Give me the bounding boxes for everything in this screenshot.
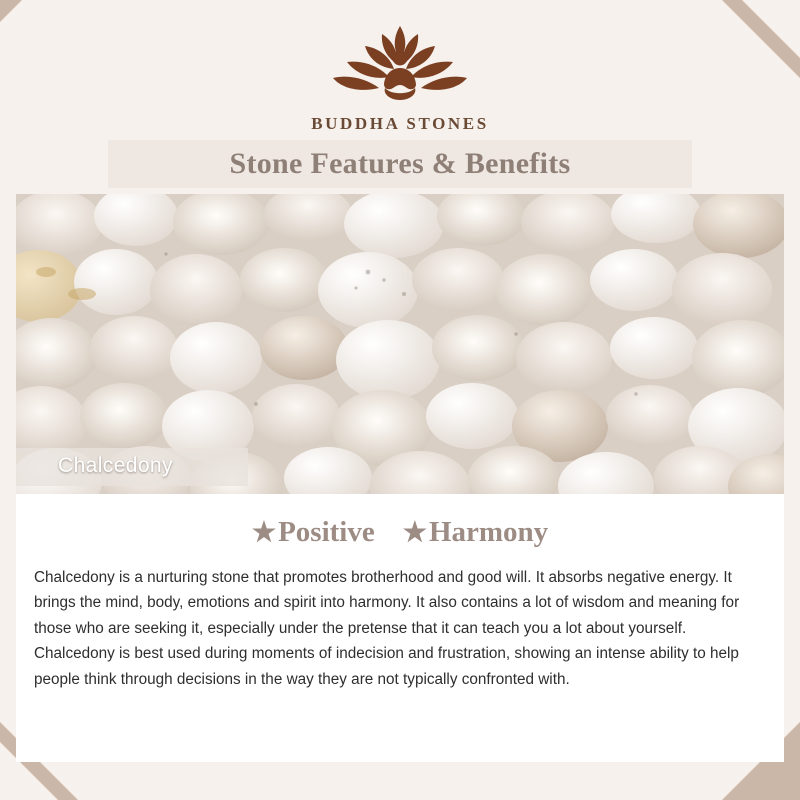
photo-caption: Chalcedony xyxy=(16,448,248,486)
corner-decoration-top-left xyxy=(0,0,22,22)
lotus-meditation-icon xyxy=(305,22,495,110)
brand-logo-block xyxy=(0,22,800,134)
star-icon: ★ xyxy=(402,517,427,547)
keyword-harmony-label: Harmony xyxy=(428,516,549,548)
description-paragraph: Chalcedony is a nurturing stone that promotes brotherhood and good will. It absorbs negative energy. It brings the mind, body, emotions and spirit into harmony. It also contains a lot of wisdom and meaning for those who are seeking it, especially under the pretense that it can teach you a lot about yourself. Chalcedony is best used during moments of indecision and frustration, showing an intense ability to help people think through decisions in the way they are not typically confronted with. xyxy=(34,569,740,688)
star-icon: ★ xyxy=(251,517,277,547)
keyword-positive-label: Positive xyxy=(278,516,375,548)
page-title: Stone Features & Benefits xyxy=(229,147,571,180)
keyword-positive xyxy=(252,516,375,549)
section-title-band xyxy=(108,140,692,188)
content-panel xyxy=(16,494,784,762)
keyword-harmony xyxy=(403,516,548,549)
keyword-row xyxy=(16,494,784,549)
stone-photo xyxy=(16,194,784,494)
brand-name: BUDDHA STONES xyxy=(311,114,489,133)
